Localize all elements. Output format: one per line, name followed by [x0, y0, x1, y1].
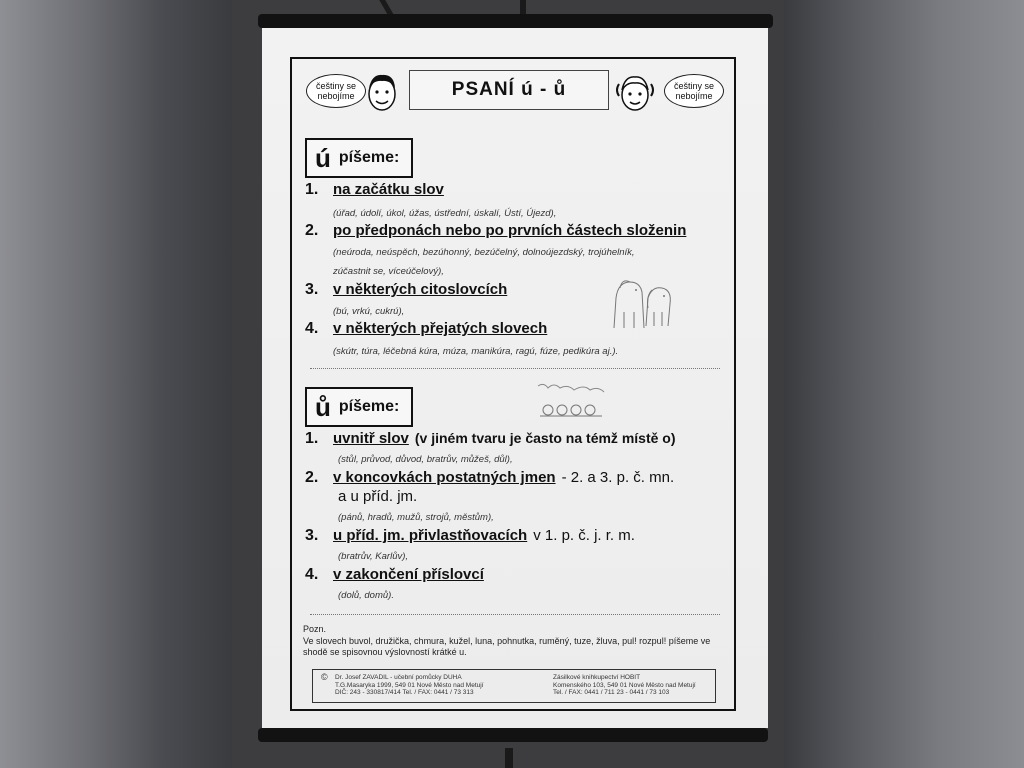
footer-line: T.G.Masaryka 1999, 549 01 Nové Město nad Metují — [335, 681, 484, 689]
item-number: 2. — [305, 222, 319, 239]
section-u-acute-letter: ú — [315, 142, 331, 173]
list-item — [305, 527, 635, 545]
item-number: 1. — [305, 181, 319, 198]
section-u-acute-heading — [305, 138, 413, 178]
rule-text: uvnitř slov — [333, 430, 409, 447]
examples: zúčastnit se, víceúčelový), — [333, 266, 444, 277]
item-number: 4. — [305, 566, 319, 583]
speech-bubble-left-text: češtiny se nebojíme — [315, 81, 357, 101]
rule-extra: - 2. a 3. p. č. mn. — [561, 469, 675, 486]
girl-face-icon — [613, 70, 657, 114]
examples: (dolů, domů). — [338, 590, 394, 601]
footer-line: Komenského 103, 549 01 Nové Město nad Metují — [553, 681, 696, 689]
examples: (úřad, údolí, úkol, úžas, ústřední, úskalí, Ústí, Újezd), — [333, 208, 557, 219]
divider — [310, 614, 720, 615]
note-line: Ve slovech buvol, družička, chmura, kužel, luna, pohnutka, ruměný, tuze, žluva, pul! rozpul! píšeme ve — [303, 636, 711, 646]
top-rod — [258, 14, 773, 28]
note-label: Pozn. — [303, 624, 327, 634]
rule-extra: v 1. p. č. j. r. m. — [533, 527, 635, 544]
item-number: 2. — [305, 469, 319, 486]
list-item — [305, 566, 484, 584]
section-u-acute-word: píšeme: — [338, 149, 400, 166]
boy-face-icon — [364, 70, 400, 114]
background-left — [0, 0, 232, 768]
bottom-rod — [258, 728, 768, 742]
publisher-right — [553, 674, 696, 697]
examples: (bratrův, Karlův), — [338, 551, 409, 562]
item-number: 3. — [305, 281, 319, 298]
stand-foot — [505, 748, 513, 768]
examples: (stůl, průvod, důvod, bratrův, můžeš, důl), — [338, 454, 513, 465]
rule-text: u příd. jm. přivlastňovacích — [333, 527, 528, 544]
speech-bubble-left — [306, 74, 366, 108]
footer-line: DIČ: 243 - 330817/414 Tel. / FAX: 0441 / 73 313 — [335, 689, 474, 696]
rule-continuation: a u příd. jm. — [338, 488, 418, 505]
rule-text: v koncovkách postatných jmen — [333, 469, 556, 486]
copyright-symbol: © — [321, 672, 328, 682]
list-item — [305, 181, 444, 199]
rule-text: po předponách nebo po prvních částech složenin — [333, 222, 687, 239]
item-number: 3. — [305, 527, 319, 544]
rule-text: v některých citoslovcích — [333, 281, 508, 298]
section-u-ring-word: píšeme: — [338, 398, 400, 415]
snails-illustration-icon — [534, 380, 614, 420]
examples: (bú, vrkú, cukrú), — [333, 306, 405, 317]
list-item — [305, 469, 674, 487]
examples: (skútr, túra, léčebná kúra, múza, manikúra, ragú, fúze, pedikúra aj.). — [333, 346, 619, 357]
background-right — [784, 0, 1024, 768]
elephant-illustration-icon — [606, 268, 678, 334]
note-line: shodě se spisovnou výslovností krátké u. — [303, 647, 467, 657]
footer-line: Dr. Josef ZAVADIL - učební pomůcky DUHA — [335, 674, 462, 681]
footer-line: Zásilkové knihkupectví HOBIT — [553, 674, 641, 681]
section-u-ring-letter: ů — [315, 391, 331, 422]
list-item — [305, 281, 507, 299]
rule-text: v některých přejatých slovech — [333, 320, 548, 337]
examples: (pánů, hradů, mužů, strojů, městům), — [338, 512, 494, 523]
list-item — [305, 222, 686, 240]
section-u-ring-heading — [305, 387, 413, 427]
rule-text: na začátku slov — [333, 181, 444, 198]
examples: (neúroda, neúspěch, bezúhonný, bezúčelný, dolnoújezdský, trojúhelník, — [333, 247, 635, 258]
speech-bubble-right — [664, 74, 724, 108]
page-title: PSANÍ ú - ů — [409, 70, 609, 110]
divider — [310, 368, 720, 369]
list-item — [305, 430, 676, 448]
rule-extra: (v jiném tvaru je často na témž místě o) — [414, 430, 676, 446]
list-item — [305, 320, 547, 338]
item-number: 4. — [305, 320, 319, 337]
rule-text: v zakončení příslovcí — [333, 566, 484, 583]
speech-bubble-right-text: češtiny se nebojíme — [673, 81, 715, 101]
publisher-left — [335, 674, 484, 697]
item-number: 1. — [305, 430, 319, 447]
footer-line: Tel. / FAX: 0441 / 711 23 - 0441 / 73 103 — [553, 689, 670, 696]
publisher-footer — [312, 669, 716, 703]
